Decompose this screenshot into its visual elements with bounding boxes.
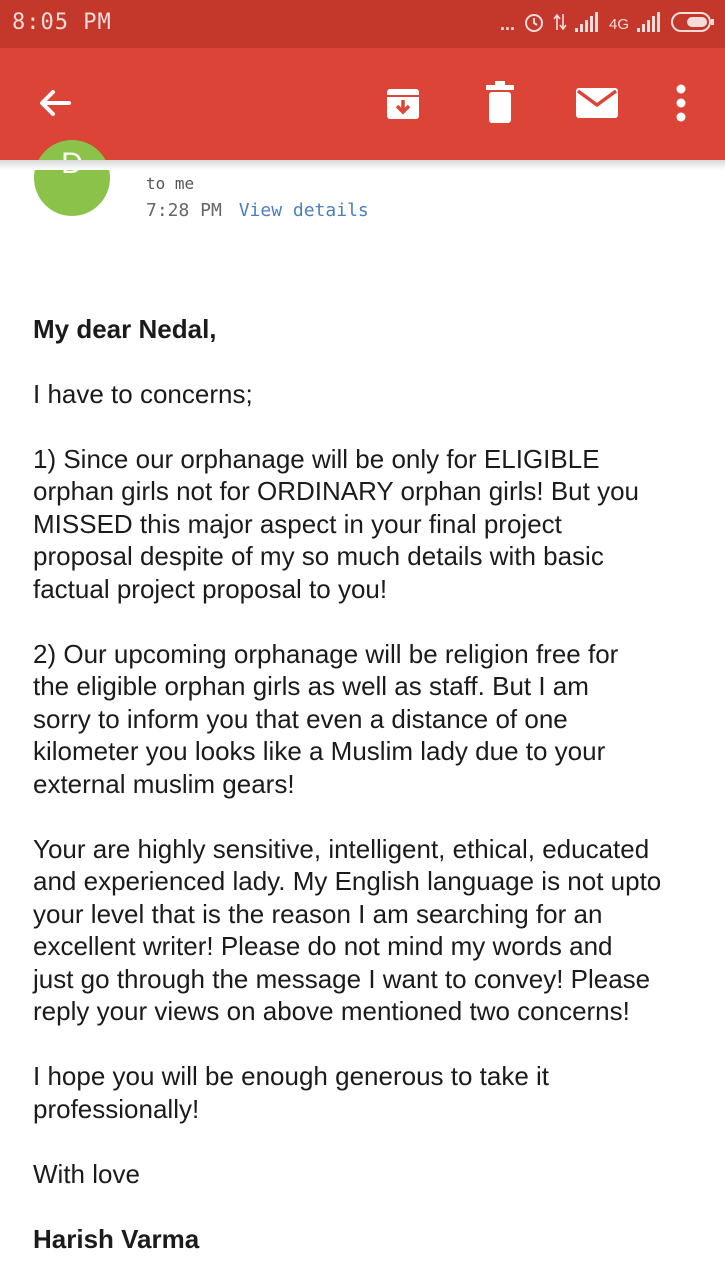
recipient-line: to me (146, 174, 195, 193)
message-time-line (146, 200, 369, 221)
paragraph: I hope you will be enough generous to take it professionally! (33, 1061, 550, 1124)
toolbar (0, 48, 725, 160)
intro-line: I have to concerns; (33, 378, 253, 409)
network-type-label: 4G (608, 15, 629, 33)
view-details-link[interactable]: View details (238, 200, 369, 221)
battery-icon (671, 11, 715, 38)
message-time: 7:28 PM (146, 200, 222, 221)
status-bar (0, 0, 725, 48)
sender-avatar[interactable] (34, 140, 110, 216)
status-time: 8:05 PM (12, 10, 112, 35)
signal-icon (637, 12, 663, 37)
alarm-icon (523, 11, 545, 38)
signature: Harish Varma (33, 1223, 200, 1254)
greeting: My dear Nedal, (33, 313, 217, 344)
archive-icon[interactable] (378, 78, 428, 128)
closing: With love (33, 1158, 140, 1189)
status-icons (500, 8, 715, 40)
signal-icon (575, 12, 601, 37)
mark-unread-icon[interactable] (572, 78, 622, 128)
more-vert-icon[interactable] (656, 78, 706, 128)
paragraph: 2) Our upcoming orphanage will be religion free for the eligible orphan girls as well as staff. But I am sorry to inform you that even a distance of one kilometer you looks like a Muslim lady due to your external muslim gears! (33, 638, 619, 799)
overflow-dots: ... (499, 13, 515, 34)
paragraph: 1) Since our orphanage will be only for ELIGIBLE orphan girls not for ORDINARY orphan girls! But you MISSED this major aspect in your final project proposal despite of my so much details with basic factual project proposal to you! (33, 443, 639, 604)
delete-icon[interactable] (475, 78, 525, 128)
message-body (33, 280, 713, 1288)
paragraph: Your are highly sensitive, intelligent, ethical, educated and experienced lady. My English language is not upto your level that is the reason I am searching for an excellent writer! Please do not mind my words and just go through the message I want to convey! Please reply your views on above mentioned two concerns! (33, 833, 662, 1026)
toolbar-shadow (0, 160, 725, 170)
data-transfer-icon (553, 12, 567, 37)
back-arrow-icon[interactable] (30, 78, 80, 128)
